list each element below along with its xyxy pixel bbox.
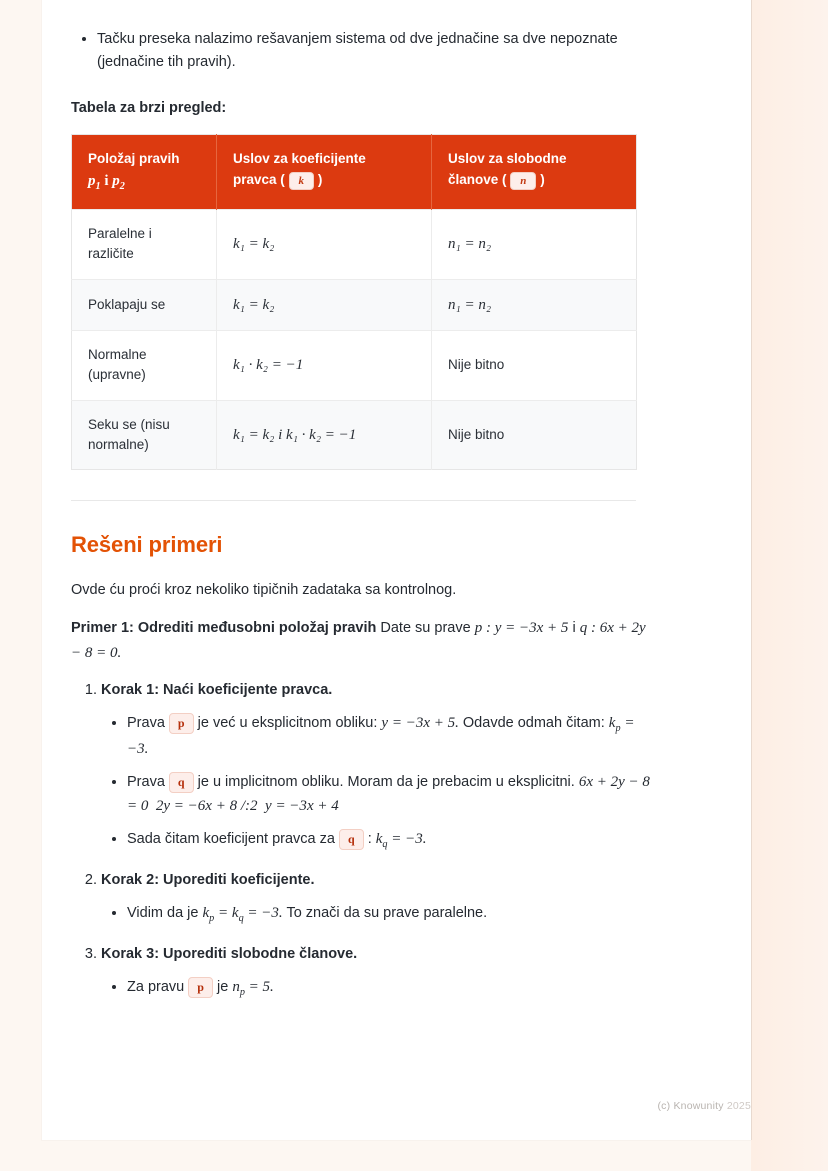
substep-math-1: 6x + 2y − 8 = 0 2y = −6x + 8 /:2 y = −3x + 4	[127, 773, 650, 815]
page-divider	[751, 0, 752, 1140]
step-title: Korak 2: Uporediti koeficijente.	[101, 872, 315, 889]
substep-math-1: y = −3x + 5.	[381, 714, 459, 731]
example-math-p: p : y = −3x + 5	[474, 620, 569, 637]
step-item-1	[101, 679, 651, 853]
step-item-3	[101, 943, 651, 1001]
table-header-coefficient: Uslov za koeficijente pravca ( k )	[217, 135, 432, 210]
table-row	[72, 400, 637, 470]
cell-free-member: Nije bitno	[432, 400, 637, 470]
example-math-q: q : 6x + 2y − 8 = 0.	[71, 620, 646, 661]
substeps-list	[101, 975, 651, 1002]
section-divider	[71, 500, 636, 501]
list-item: • Vidim da je $k_p = k_q = -3$. To znači da su prave paralelne.	[127, 901, 651, 928]
n-chip: n	[510, 172, 536, 190]
list-item: • Sada čitam koeficijent pravca za q : $k_q = -3$.	[127, 827, 651, 854]
right-side-panel	[751, 0, 828, 1171]
cell-position: Normalne (upravne)	[72, 331, 217, 401]
document-content	[71, 28, 651, 1017]
cell-coefficient: k₁ = k₂ i k₁ · k₂ = −1	[217, 400, 432, 470]
substep-math-2: $k_p = -3$.	[127, 714, 635, 758]
cell-free-member: n₁ = n₂	[432, 210, 637, 280]
code-chip-q: q	[169, 772, 194, 793]
table-row	[72, 279, 637, 331]
steps-list	[71, 679, 651, 1001]
example-rest: Date su prave	[380, 620, 471, 637]
copyright-notice: (c) Knowunity 2025	[657, 1100, 751, 1112]
table-row	[72, 210, 637, 280]
example-statement	[71, 616, 651, 665]
code-chip-p: p	[188, 977, 213, 998]
substep-math-1: $n_p = 5$.	[232, 978, 274, 998]
list-item: • Prava p je već u eksplicitnom obliku: y = −3x + 5. Odavde odmah čitam: $k_p = -3$.	[127, 711, 651, 762]
intro-bullet-list	[71, 28, 651, 75]
code-chip-q: q	[339, 829, 364, 850]
list-item: • Za pravu p je $n_p = 5$.	[127, 975, 651, 1002]
step-title: Korak 3: Uporediti slobodne članove.	[101, 946, 358, 963]
substep-math-1: $k_p = k_q = -3$.	[202, 904, 283, 924]
section-intro-text: Ovde ću proći kroz nekoliko tipičnih zadataka sa kontrolnog.	[71, 581, 457, 598]
cell-position: Paralelne i različite	[72, 210, 217, 280]
table-header-row	[72, 135, 637, 210]
cell-coefficient: k₁ · k₂ = −1	[217, 331, 432, 401]
list-item: • Tačku preseka nalazimo rešavanjem sistema od dve jednačine sa dve nepoznate (jednačine tih pravih).	[97, 28, 651, 75]
table-header-free-member: Uslov za slobodne članove ( n )	[432, 135, 637, 210]
page-title: Rešeni primeri	[71, 532, 223, 558]
cell-free-member: n₁ = n₂	[432, 279, 637, 331]
cell-coefficient: k₁ = k₂	[217, 279, 432, 331]
table-row	[72, 331, 637, 401]
step-item-2	[101, 869, 651, 927]
header-math-p1-p2: $p_1$ i $p_2$	[88, 173, 125, 193]
code-chip-p: p	[169, 713, 194, 734]
k-chip: k	[289, 172, 315, 190]
quick-reference-table	[71, 134, 637, 470]
list-item: • Prava q je u implicitnom obliku. Moram da je prebacim u eksplicitni. 6x + 2y − 8 = 0 2y = −6x + 8 /:2 y = −3x + 4	[127, 770, 651, 819]
step-title: Korak 1: Naći koeficijente pravca.	[101, 682, 333, 699]
cell-position: Seku se (nisu normalne)	[72, 400, 217, 470]
example-lead: Primer 1: Odrediti međusobni položaj pravih	[71, 620, 377, 637]
example-conjunction: i	[572, 620, 576, 637]
cell-position: Poklapaju se	[72, 279, 217, 331]
cell-coefficient: k₁ = k₂	[217, 210, 432, 280]
substeps-list	[101, 901, 651, 928]
table-header-position: Položaj pravih $p_1$ i $p_2$	[72, 135, 217, 210]
substeps-list	[101, 711, 651, 853]
cell-free-member: Nije bitno	[432, 331, 637, 401]
substep-math-1: $k_q = -3$.	[375, 830, 427, 850]
table-title: Tabela za brzi pregled:	[71, 99, 227, 116]
